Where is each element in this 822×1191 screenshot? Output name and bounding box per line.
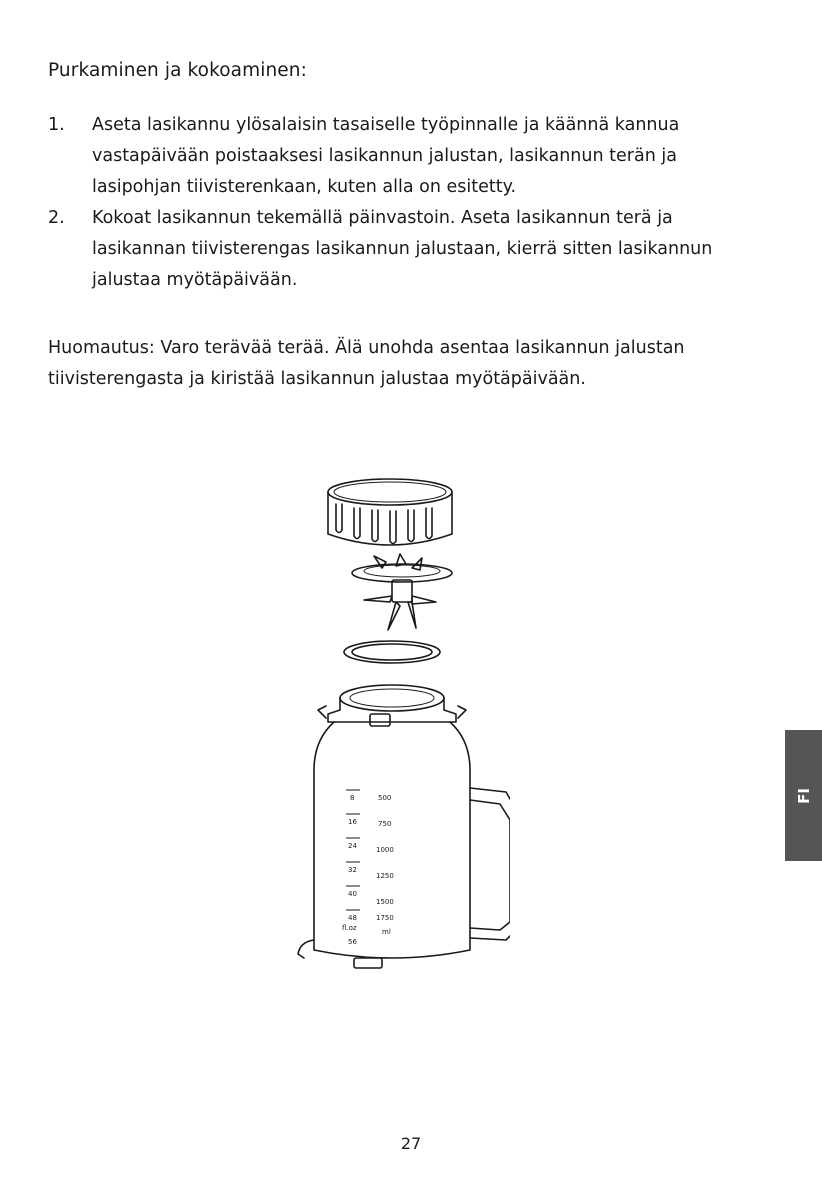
ml-mark: 1250 bbox=[376, 872, 394, 880]
language-code: FI bbox=[794, 787, 813, 804]
instruction-steps bbox=[48, 110, 748, 296]
jar-body-illustration bbox=[298, 685, 510, 968]
ml-mark: 750 bbox=[378, 820, 392, 828]
step-number: 2 . bbox=[48, 203, 65, 234]
oz-measurement-marks bbox=[342, 790, 360, 946]
blade-assembly-illustration bbox=[352, 554, 452, 630]
ml-measurement-marks bbox=[376, 794, 394, 936]
page-number: 27 bbox=[400, 1134, 422, 1153]
sealing-ring-illustration bbox=[344, 641, 440, 663]
oz-mark: 32 bbox=[348, 866, 357, 874]
ml-mark: 1000 bbox=[376, 846, 394, 854]
oz-mark: 16 bbox=[348, 818, 357, 826]
oz-mark: 8 bbox=[350, 794, 355, 802]
oz-mark: 40 bbox=[348, 890, 357, 898]
list-item bbox=[48, 203, 748, 296]
language-tab bbox=[785, 730, 822, 861]
step-number: 1 . bbox=[48, 110, 65, 141]
step-text: Aseta lasikannu ylösalaisin tasaiselle työpinnalle ja käännä kannua vastapäivään poistaaksesi lasikannun jalustan, lasikannun terän ja lasipohjan tiivisterenkaan, kuten alla on esitetty. bbox=[92, 115, 680, 197]
jar-base-ring-illustration bbox=[328, 479, 452, 545]
oz-mark: 56 bbox=[348, 938, 357, 946]
oz-unit-label: fl.oz bbox=[342, 924, 357, 932]
section-heading: Purkaminen ja kokoaminen: bbox=[48, 60, 307, 81]
blender-jar-exploded-illustration bbox=[270, 470, 510, 990]
oz-mark: 24 bbox=[348, 842, 357, 850]
ml-mark: 1500 bbox=[376, 898, 394, 906]
ml-mark: 1750 bbox=[376, 914, 394, 922]
list-item bbox=[48, 110, 748, 203]
ml-mark: 500 bbox=[378, 794, 392, 802]
ml-unit-label: ml bbox=[382, 928, 391, 936]
oz-mark: 48 bbox=[348, 914, 357, 922]
step-text: Kokoat lasikannun tekemällä päinvastoin. Aseta lasikannun terä ja lasikannan tiivisterengas lasikannun jalustaan, kierrä sitten lasikannun jalustaa myötäpäivään. bbox=[92, 208, 713, 290]
warning-note: Huomautus: Varo terävää terää. Älä unohda asentaa lasikannun jalustan tiivisterengasta ja kiristää lasikannun jalustaa myötäpäivään. bbox=[48, 338, 685, 389]
